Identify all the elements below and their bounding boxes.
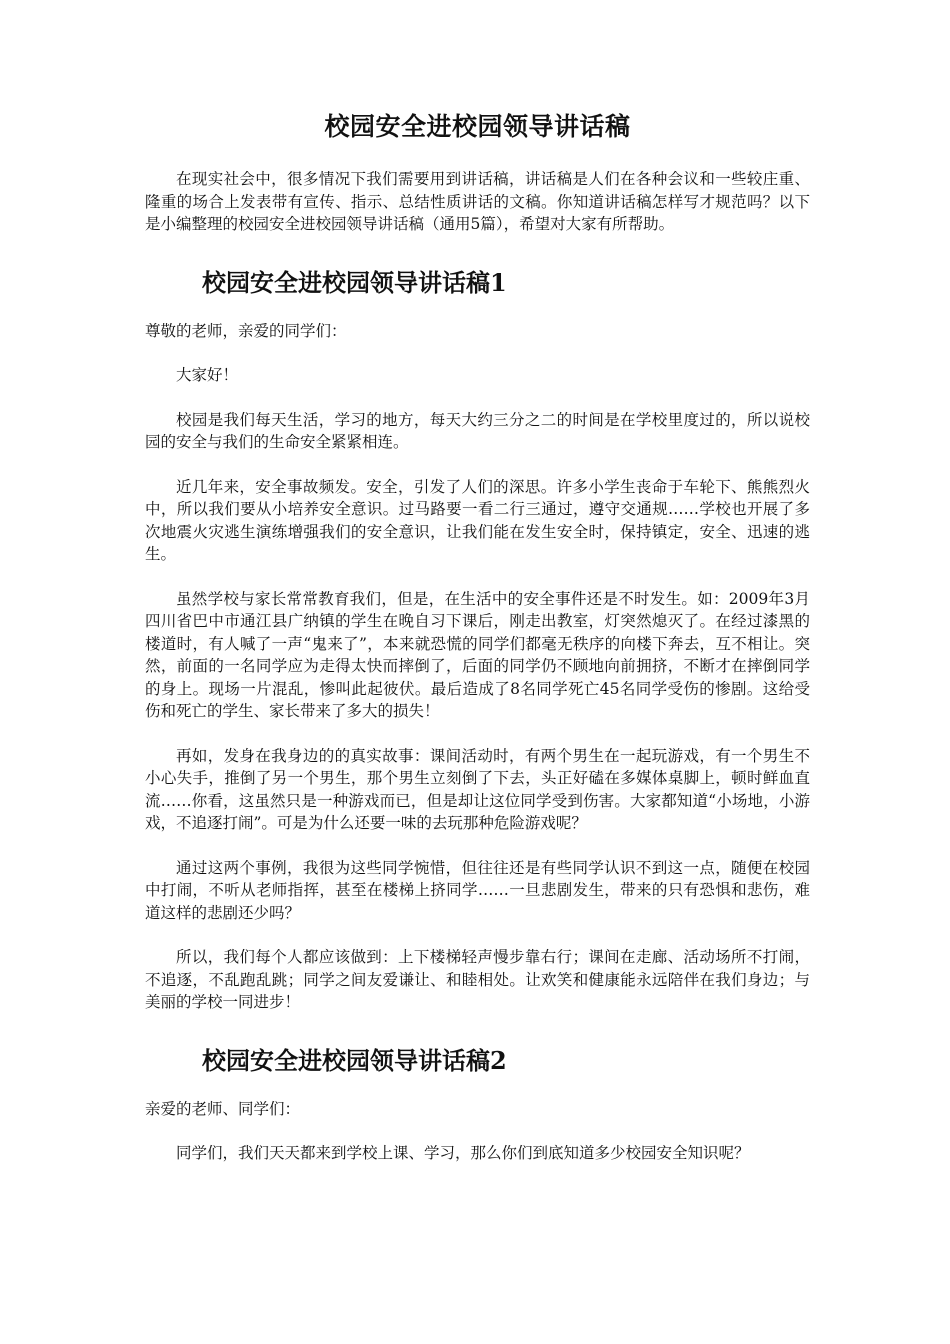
spacer bbox=[145, 342, 810, 364]
spacer bbox=[145, 835, 810, 857]
spacer bbox=[145, 723, 810, 745]
intro-paragraph: 在现实社会中，很多情况下我们需要用到讲话稿，讲话稿是人们在各种会议和一些较庄重、隆重的场合上发表带有宣传、指示、总结性质讲话的文稿。你知道讲话稿怎样写才规范吗？以下是小编整理的校园安全进校园领导讲话稿（通用5篇），希望对大家有所帮助。 bbox=[145, 170, 810, 233]
section-1-paragraph-1: 校园是我们每天生活，学习的地方，每天大约三分之二的时间是在学校里度过的，所以说校园的安全与我们的生命安全紧紧相连。 bbox=[145, 410, 810, 451]
section-1-paragraph-2: 近几年来，安全事故频发。安全，引发了人们的深思。许多小学生丧命于车轮下、熊熊烈火中，所以我们要从小培养安全意识。过马路要一看二行三通过，遵守交通规……学校也开展了多次地震火灾逃生演练增强我们的安全意识，让我们能在发生安全时，保持镇定，安全、迅速的逃生。 bbox=[145, 477, 810, 563]
section-1-paragraph-6: 所以，我们每个人都应该做到：上下楼梯轻声慢步靠右行；课间在走廊、活动场所不打闹，不追逐，不乱跑乱跳；同学之间友爱谦让、和睦相处。让欢笑和健康能永远陪伴在我们身边；与美丽的学校一同进步！ bbox=[145, 948, 810, 1011]
section-1-paragraph-4: 再如，发身在我身边的的真实故事：课间活动时，有两个男生在一起玩游戏，有一个男生不小心失手，推倒了另一个男生，那个男生立刻倒了下去，头正好磕在多媒体桌脚上，顿时鲜血直流……你看，这虽然只是一种游戏而已，但是却让这位同学受到伤害。大家都知道“小场地，小游戏，不追逐打闹”。可是为什么还要一味的去玩那种危险游戏呢？ bbox=[145, 746, 810, 832]
section-1-greeting: 大家好！ bbox=[176, 366, 239, 384]
document-title: 校园安全进校园领导讲话稿 bbox=[324, 112, 631, 141]
spacer bbox=[145, 566, 810, 588]
section-2-heading: 校园安全进校园领导讲话稿2 bbox=[202, 1045, 507, 1075]
section-2-paragraph-1: 同学们，我们天天都来到学校上课、学习，那么你们到底知道多少校园安全知识呢？ bbox=[176, 1144, 750, 1162]
section-1-salutation: 尊敬的老师，亲爱的同学们： bbox=[145, 321, 347, 340]
spacer bbox=[145, 924, 810, 946]
document-page bbox=[145, 110, 810, 1165]
section-1-heading: 校园安全进校园领导讲话稿1 bbox=[202, 267, 507, 297]
section-2-salutation: 亲爱的老师、同学们： bbox=[145, 1099, 301, 1118]
section-1-paragraph-3: 虽然学校与家长常常教育我们，但是，在生活中的安全事件还是不时发生。如：2009年3月四川省巴中市通江县广纳镇的学生在晚自习下课后，刚走出教室，灯突然熄灭了。在经过漆黑的楼道时，有人喊了一声“鬼来了”，本来就恐慌的同学们都毫无秩序的向楼下奔去，互不相让。突然，前面的一名同学应为走得太快而摔倒了，后面的同学仍不顾地向前拥挤，不断才在摔倒同学的身上。现场一片混乱，惨叫此起彼伏。最后造成了8名同学死亡45名同学受伤的惨剧。这给受伤和死亡的学生、家长带来了多大的损失！ bbox=[145, 589, 810, 720]
spacer bbox=[145, 454, 810, 476]
section-1-paragraph-5: 通过这两个事例，我很为这些同学惋惜，但往往还是有些同学认识不到这一点，随便在校园中打闹，不听从老师指挥，甚至在楼梯上挤同学……一旦悲剧发生，带来的只有恐惧和悲伤，难道这样的悲剧还少吗？ bbox=[145, 858, 810, 922]
spacer bbox=[145, 387, 810, 409]
spacer bbox=[145, 1120, 810, 1142]
